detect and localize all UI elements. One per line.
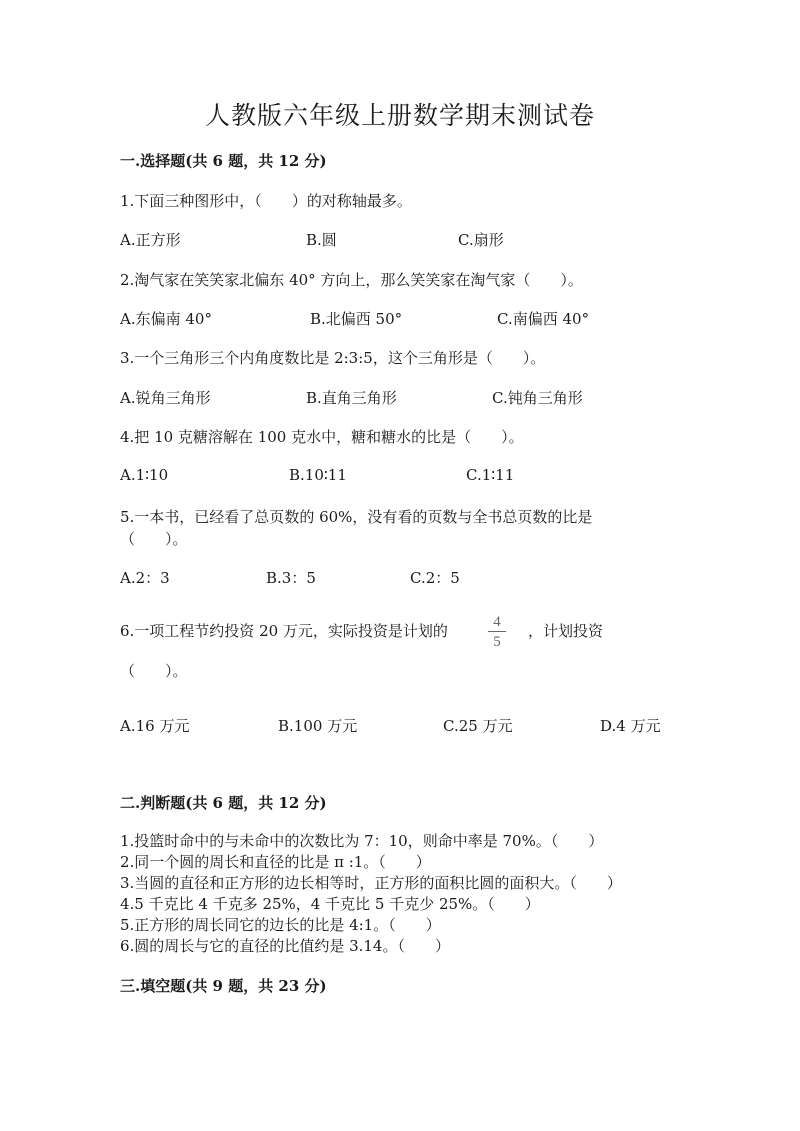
- fraction-denominator: 5: [493, 634, 501, 650]
- question-5-line-2: （ ）。: [120, 530, 188, 548]
- question-1: 1.下面三种图形中，（ ）的对称轴最多。: [120, 192, 412, 210]
- question-4: 4.把 10 克糖溶解在 100 克水中，糖和糖水的比是（ ）。: [120, 428, 524, 446]
- tf-item-1: 1.投篮时命中的与未命中的次数比为 7：10，则命中率是 70%。（ ）: [120, 832, 604, 850]
- question-2: 2.淘气家在笑笑家北偏东 40° 方向上，那么笑笑家在淘气家（ ）。: [120, 271, 583, 289]
- tf-item-2: 2.同一个圆的周长和直径的比是 π :1。（ ）: [120, 853, 431, 871]
- q4-option-c: C.1∶11: [466, 466, 515, 484]
- q4-option-a: A.1∶10: [120, 466, 169, 484]
- page-title: 人教版六年级上册数学期末测试卷: [204, 101, 595, 130]
- tf-item-3: 3.当圆的直径和正方形的边长相等时，正方形的面积比圆的面积大。（ ）: [120, 874, 622, 892]
- q5-option-c: C.2：5: [410, 569, 460, 587]
- section-heading-choice: 一.选择题(共 6 题，共 12 分): [120, 152, 327, 170]
- question-6-line-1-end: ，计划投资: [528, 622, 604, 640]
- tf-item-4: 4.5 千克比 4 千克多 25%，4 千克比 5 千克少 25%。（ ）: [120, 895, 540, 913]
- q2-option-a: A.东偏南 40°: [120, 310, 212, 328]
- q5-option-b: B.3：5: [266, 569, 316, 587]
- q1-option-b: B.圆: [306, 231, 337, 249]
- q1-option-c: C.扇形: [458, 231, 504, 249]
- q6-option-b: B.100 万元: [278, 717, 358, 735]
- section-heading-fill-blank: 三.填空题(共 9 题，共 23 分): [120, 977, 327, 995]
- q3-option-a: A.锐角三角形: [120, 389, 211, 407]
- q1-option-a: A.正方形: [120, 231, 181, 249]
- q6-option-d: D.4 万元: [600, 717, 661, 735]
- q6-option-c: C.25 万元: [443, 717, 513, 735]
- q6-option-a: A.16 万元: [120, 717, 190, 735]
- fraction-numerator: 4: [488, 614, 506, 632]
- q3-option-b: B.直角三角形: [306, 389, 397, 407]
- q4-option-b: B.10∶11: [289, 466, 347, 484]
- fraction-four-fifths: [488, 614, 506, 650]
- section-heading-true-false: 二.判断题(共 6 题，共 12 分): [120, 794, 327, 812]
- tf-item-6: 6.圆的周长与它的直径的比值约是 3.14。（ ）: [120, 937, 450, 955]
- tf-item-5: 5.正方形的周长同它的边长的比是 4:1。（ ）: [120, 916, 441, 934]
- question-5-line-1: 5.一本书，已经看了总页数的 60%，没有看的页数与全书总页数的比是: [120, 508, 593, 526]
- q2-option-b: B.北偏西 50°: [310, 310, 403, 328]
- question-6-line-2: （ ）。: [120, 662, 188, 680]
- q5-option-a: A.2：3: [120, 569, 170, 587]
- question-3: 3.一个三角形三个内角度数比是 2:3:5，这个三角形是（ ）。: [120, 349, 546, 367]
- q2-option-c: C.南偏西 40°: [497, 310, 590, 328]
- q3-option-c: C.钝角三角形: [492, 389, 583, 407]
- question-6-line-1: 6.一项工程节约投资 20 万元，实际投资是计划的: [120, 622, 448, 640]
